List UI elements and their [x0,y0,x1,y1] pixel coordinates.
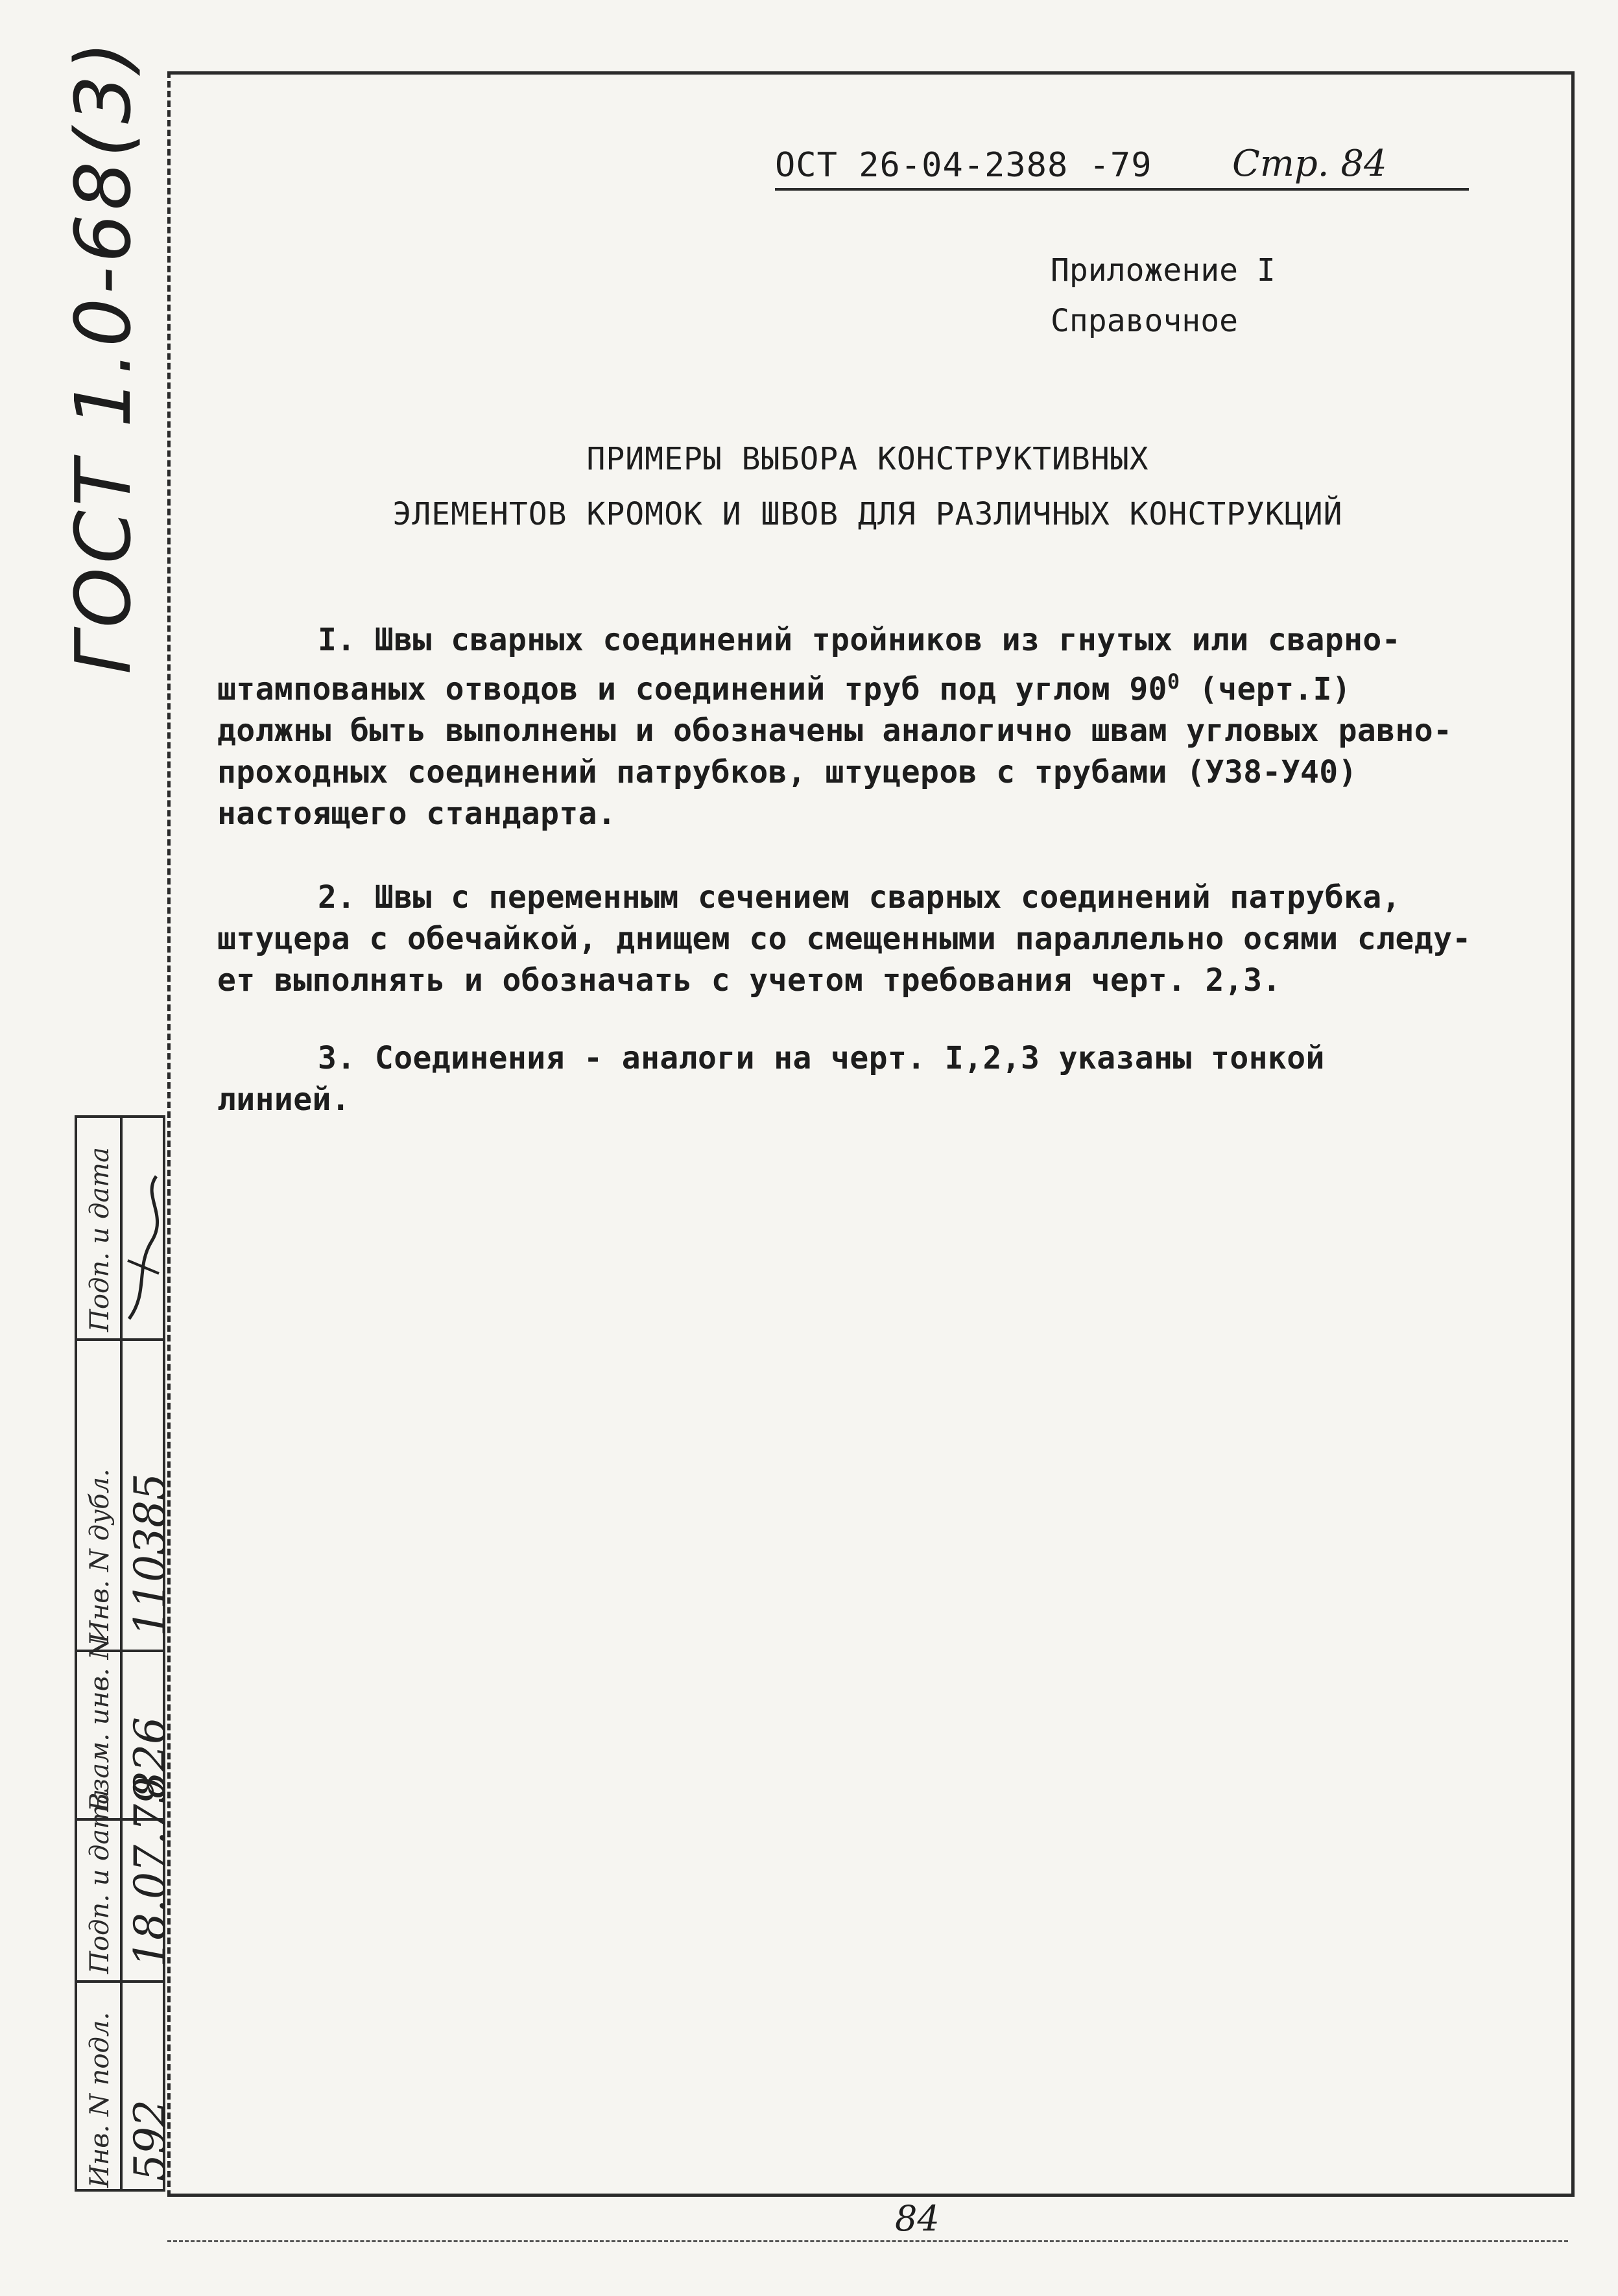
paragraph-3 [217,1037,1508,1120]
appendix-block [1051,245,1276,346]
appendix-number: Приложение I [1051,252,1276,289]
paragraph-1-line-1: I. Швы сварных соединений тройников из гнутых или сварно- [318,622,1401,658]
stamp-label-sign-date: Подп. и дата [85,1789,115,1974]
paragraph-1-line-4: проходных соединений патрубков, штуцеров с трубами (У38-У40) [217,754,1357,790]
stamp-label-original-inv: Инв. N подл. [85,2011,115,2188]
stamp-row-divider [77,1980,163,1983]
page-label: Стр. 84 [1232,143,1387,185]
stamp-label-duplicate-inv: Инв. N дубл. [85,1469,115,1643]
stamp-value-duplicate-inv: 110385 [125,1473,175,1637]
stamp-value-original-inv: 592 [125,2100,175,2181]
page-frame [167,71,1575,2197]
degree-superscript: 0 [1167,669,1180,694]
title-line-1: ПРИМЕРЫ ВЫБОРА КОНСТРУКТИВНЫХ [586,441,1149,477]
paragraph-2-line-2: штуцера с обечайкой, днищем со смещенными параллельно осями следу- [217,921,1471,957]
paragraph-2 [217,877,1508,1001]
paragraph-1-line-2 [217,661,1508,710]
paragraph-3-line-1: 3. Соединения - аналоги на черт. I,2,3 указаны тонкой [318,1040,1325,1076]
side-document-code: ГОСТ 1.0-68(3) [58,37,148,674]
stamp-value-replacement-inv: 826 [125,1717,175,1799]
signature-mark [123,1170,163,1332]
stamp-value-date: 18.07.79 [125,1777,175,1967]
footer-page-number: 84 [895,2198,940,2239]
paragraph-1-line-2-text: штампованых отводов и соединений труб под углом 90 [217,671,1167,707]
paragraph-1-line-2-ref: (черт.I) [1180,671,1351,707]
registration-stamp [75,1115,175,2192]
paragraph-2-line-3: ет выполнять и обозначать с учетом требования черт. 2,3. [217,962,1281,999]
appendix-type: Справочное [1051,303,1238,339]
header-underline [775,188,1469,191]
standard-code: ОСТ 26-04-2388 -79 [775,146,1152,185]
paragraph-1 [217,619,1508,834]
paragraph-1-line-5: настоящего стандарта. [217,796,617,832]
stamp-row-divider [77,1338,163,1341]
paragraph-3-line-2: линией. [217,1082,351,1118]
title-line-2: ЭЛЕМЕНТОВ КРОМОК И ШВОВ ДЛЯ РАЗЛИЧНЫХ КОНСТРУКЦИЙ [392,496,1343,532]
footer-rule [167,2240,1568,2242]
paragraph-1-line-3: должны быть выполнены и обозначены аналогично швам угловых равно- [217,713,1453,749]
stamp-label-replacement-inv: Взам. инв. N [85,1637,115,1812]
stamp-label-sign-date-2: Подп. и дата [85,1147,115,1332]
paragraph-2-line-1: 2. Швы с переменным сечением сварных соединений патрубка, [318,879,1401,916]
